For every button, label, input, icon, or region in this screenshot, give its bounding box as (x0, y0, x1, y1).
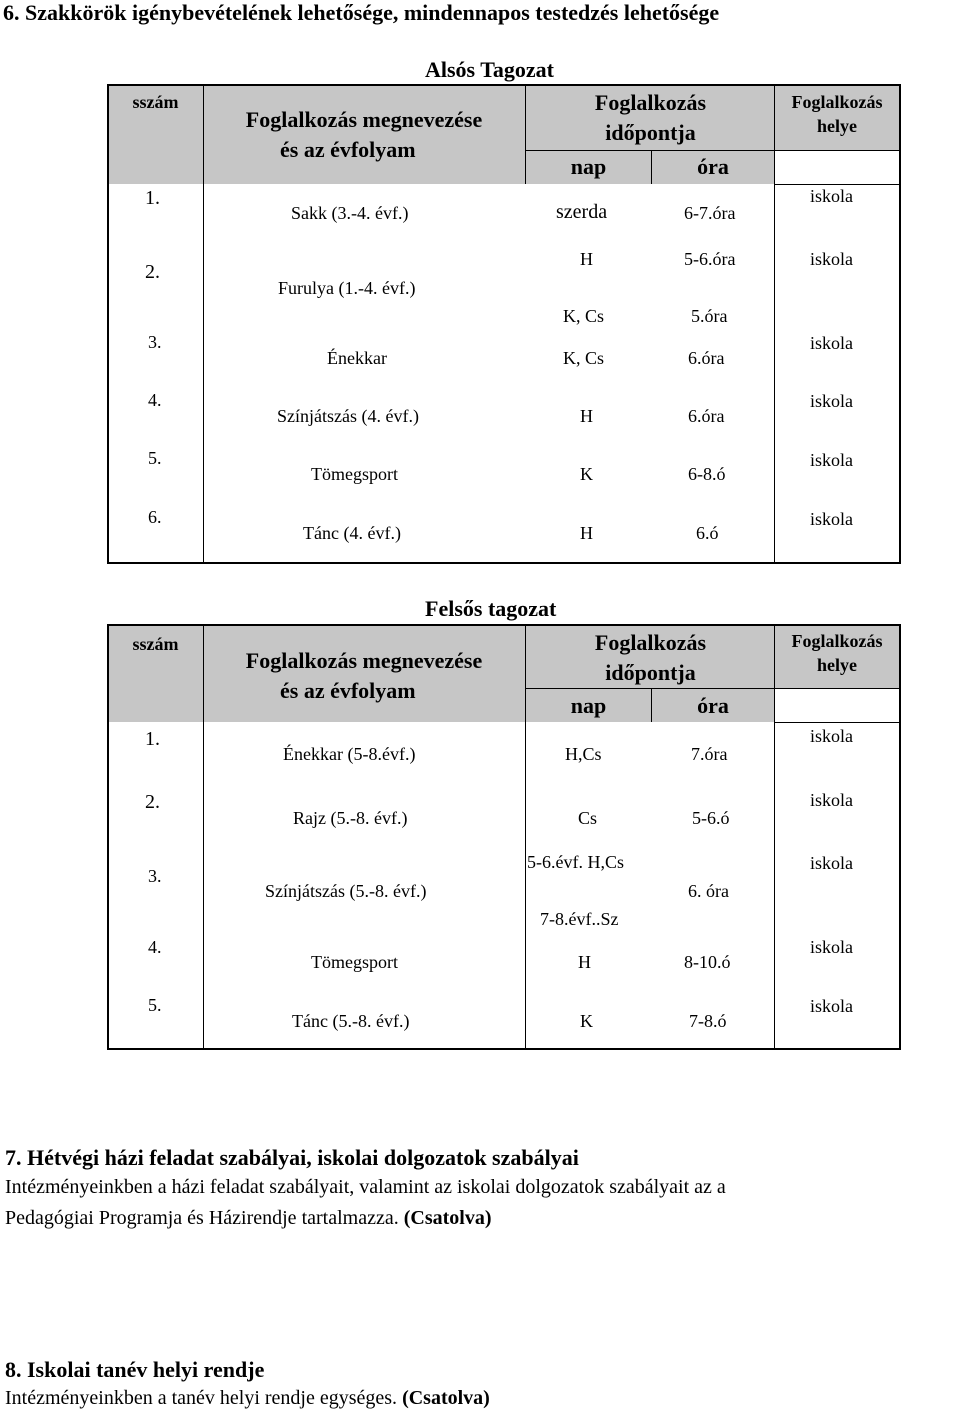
alsos-row-nap-2: K, Cs (563, 306, 605, 326)
felsos-row-nap: 5-6.évf. H,Cs (527, 852, 624, 872)
felsos-row-ora: 7-8.ó (689, 1011, 727, 1031)
alsos-row-nap: H (580, 406, 593, 426)
section-7-heading: 7. Hétvégi házi feladat szabályai, iskolai dolgozatok szabályai (5, 1145, 579, 1170)
felsos-row-name: Rajz (5.-8. évf.) (293, 808, 408, 828)
section-6-heading: 6. Szakkörök igénybevételének lehetősége, mindennapos testedzés lehetősége (3, 0, 720, 25)
felsos-row-helye: iskola (810, 937, 853, 957)
alsos-header-helye-2: helye (817, 116, 857, 136)
alsos-header-ora: óra (697, 154, 729, 179)
alsos-header-idopont-1: Foglalkozás (594, 90, 707, 115)
felsos-row-nap-2: 7-8.évf..Sz (540, 909, 619, 929)
felsos-row-helye: iskola (810, 726, 853, 746)
alsos-row-nap: H (580, 249, 593, 269)
alsos-row-num: 3. (148, 332, 162, 352)
alsos-header-nap: nap (570, 154, 607, 179)
felsos-row-ora: 7.óra (691, 744, 728, 764)
felsos-header-name-2: és az évfolyam (280, 678, 416, 703)
section-7-text-line-1: Intézményeinkben a házi feladat szabályait, valamint az iskolai dolgozatok szabályait az a (5, 1176, 726, 1198)
felsos-divider (775, 722, 900, 723)
alsos-row-helye: iskola (810, 509, 853, 529)
felsos-row-num: 3. (148, 866, 162, 886)
alsos-divider (775, 184, 900, 185)
felsos-row-nap: H,Cs (565, 744, 602, 764)
alsos-header-idopont-2: időpontja (605, 120, 696, 145)
alsos-row-name: Énekkar (327, 348, 387, 368)
alsos-row-name: Sakk (3.-4. évf.) (291, 203, 409, 223)
section-8-text-line-1 (5, 1387, 490, 1410)
felsos-row-name: Énekkar (5-8.évf.) (283, 744, 416, 764)
alsos-row-helye: iskola (810, 249, 853, 269)
felsos-row-nap: H (578, 952, 591, 972)
felsos-row-nap: Cs (578, 808, 598, 828)
felsos-row-helye: iskola (810, 790, 853, 810)
felsos-row-nap: K (580, 1011, 593, 1031)
alsos-border-top (107, 84, 901, 86)
alsos-row-nap: szerda (556, 201, 608, 223)
felsos-border-top (107, 624, 901, 626)
felsos-row-helye: iskola (810, 853, 853, 873)
felsos-header-name-1: Foglalkozás megnevezése (245, 648, 483, 673)
alsos-row-nap: H (580, 523, 593, 543)
felsos-row-num: 4. (148, 937, 162, 957)
felsos-header-helye-1: Foglalkozás (791, 631, 883, 651)
alsos-row-ora: 5-6.óra (684, 249, 736, 269)
alsos-row-ora: 6-8.ó (688, 464, 726, 484)
alsos-border-bottom (107, 562, 901, 564)
alsos-row-helye: iskola (810, 391, 853, 411)
alsos-row-num: 1. (145, 187, 160, 209)
felsos-header-idopont-1: Foglalkozás (594, 630, 707, 655)
alsos-header-helye-1: Foglalkozás (791, 92, 883, 112)
alsos-row-helye: iskola (810, 186, 853, 206)
alsos-divider (526, 150, 900, 151)
alsos-row-nap: K (580, 464, 593, 484)
section-7-text-line-2 (5, 1207, 491, 1230)
section-7-text: Pedagógiai Programja és Házirendje tartalmazza. (5, 1207, 399, 1229)
felsos-row-num: 1. (145, 728, 160, 750)
felsos-header-szam: sszám (132, 634, 179, 654)
alsos-row-name: Színjátszás (4. évf.) (277, 406, 419, 426)
felsos-divider (526, 688, 900, 689)
alsos-title: Alsós Tagozat (425, 57, 554, 82)
felsos-border-bottom (107, 1048, 901, 1050)
alsos-border-right (899, 84, 901, 564)
felsos-border-left (107, 624, 109, 1050)
alsos-row-ora-2: 5.óra (691, 306, 728, 326)
felsos-row-name: Tánc (5.-8. évf.) (292, 1011, 410, 1031)
felsos-row-name: Tömegsport (311, 952, 398, 972)
felsos-title: Felsős tagozat (425, 596, 557, 621)
alsos-row-num: 4. (148, 390, 162, 410)
section-7-attached: (Csatolva) (403, 1207, 492, 1229)
alsos-row-ora: 6.óra (688, 406, 725, 426)
alsos-row-ora: 6-7.óra (684, 203, 736, 223)
felsos-header-idopont-2: időpontja (605, 660, 696, 685)
felsos-row-helye: iskola (810, 996, 853, 1016)
felsos-row-num: 5. (148, 995, 162, 1015)
alsos-row-name: Tánc (4. évf.) (303, 523, 401, 543)
felsos-header-nap: nap (570, 693, 607, 718)
section-8-heading: 8. Iskolai tanév helyi rendje (5, 1357, 265, 1382)
alsos-row-name: Furulya (1.-4. évf.) (278, 278, 416, 298)
alsos-row-ora: 6.ó (696, 523, 719, 543)
alsos-header-name-2: és az évfolyam (280, 137, 416, 162)
alsos-divider (774, 84, 775, 564)
felsos-row-ora: 5-6.ó (692, 808, 730, 828)
alsos-row-helye: iskola (810, 450, 853, 470)
felsos-header-ora: óra (697, 693, 729, 718)
alsos-row-num: 6. (148, 507, 162, 527)
alsos-row-num: 5. (148, 448, 162, 468)
alsos-border-left (107, 84, 109, 564)
alsos-row-nap: K, Cs (563, 348, 605, 368)
alsos-row-name: Tömegsport (311, 464, 398, 484)
alsos-row-helye: iskola (810, 333, 853, 353)
section-8-attached: (Csatolva) (402, 1387, 490, 1409)
alsos-header-name-1: Foglalkozás megnevezése (245, 107, 483, 132)
felsos-row-name: Színjátszás (5.-8. évf.) (265, 881, 427, 901)
felsos-row-num: 2. (145, 791, 160, 813)
alsos-header-szam: sszám (132, 92, 179, 112)
alsos-row-num: 2. (145, 261, 160, 283)
alsos-row-ora: 6.óra (688, 348, 725, 368)
felsos-header-helye-2: helye (817, 655, 857, 675)
felsos-row-ora: 8-10.ó (684, 952, 731, 972)
felsos-row-ora: 6. óra (688, 881, 729, 901)
section-8-text: Intézményeinkben a tanév helyi rendje egységes. (5, 1387, 398, 1409)
